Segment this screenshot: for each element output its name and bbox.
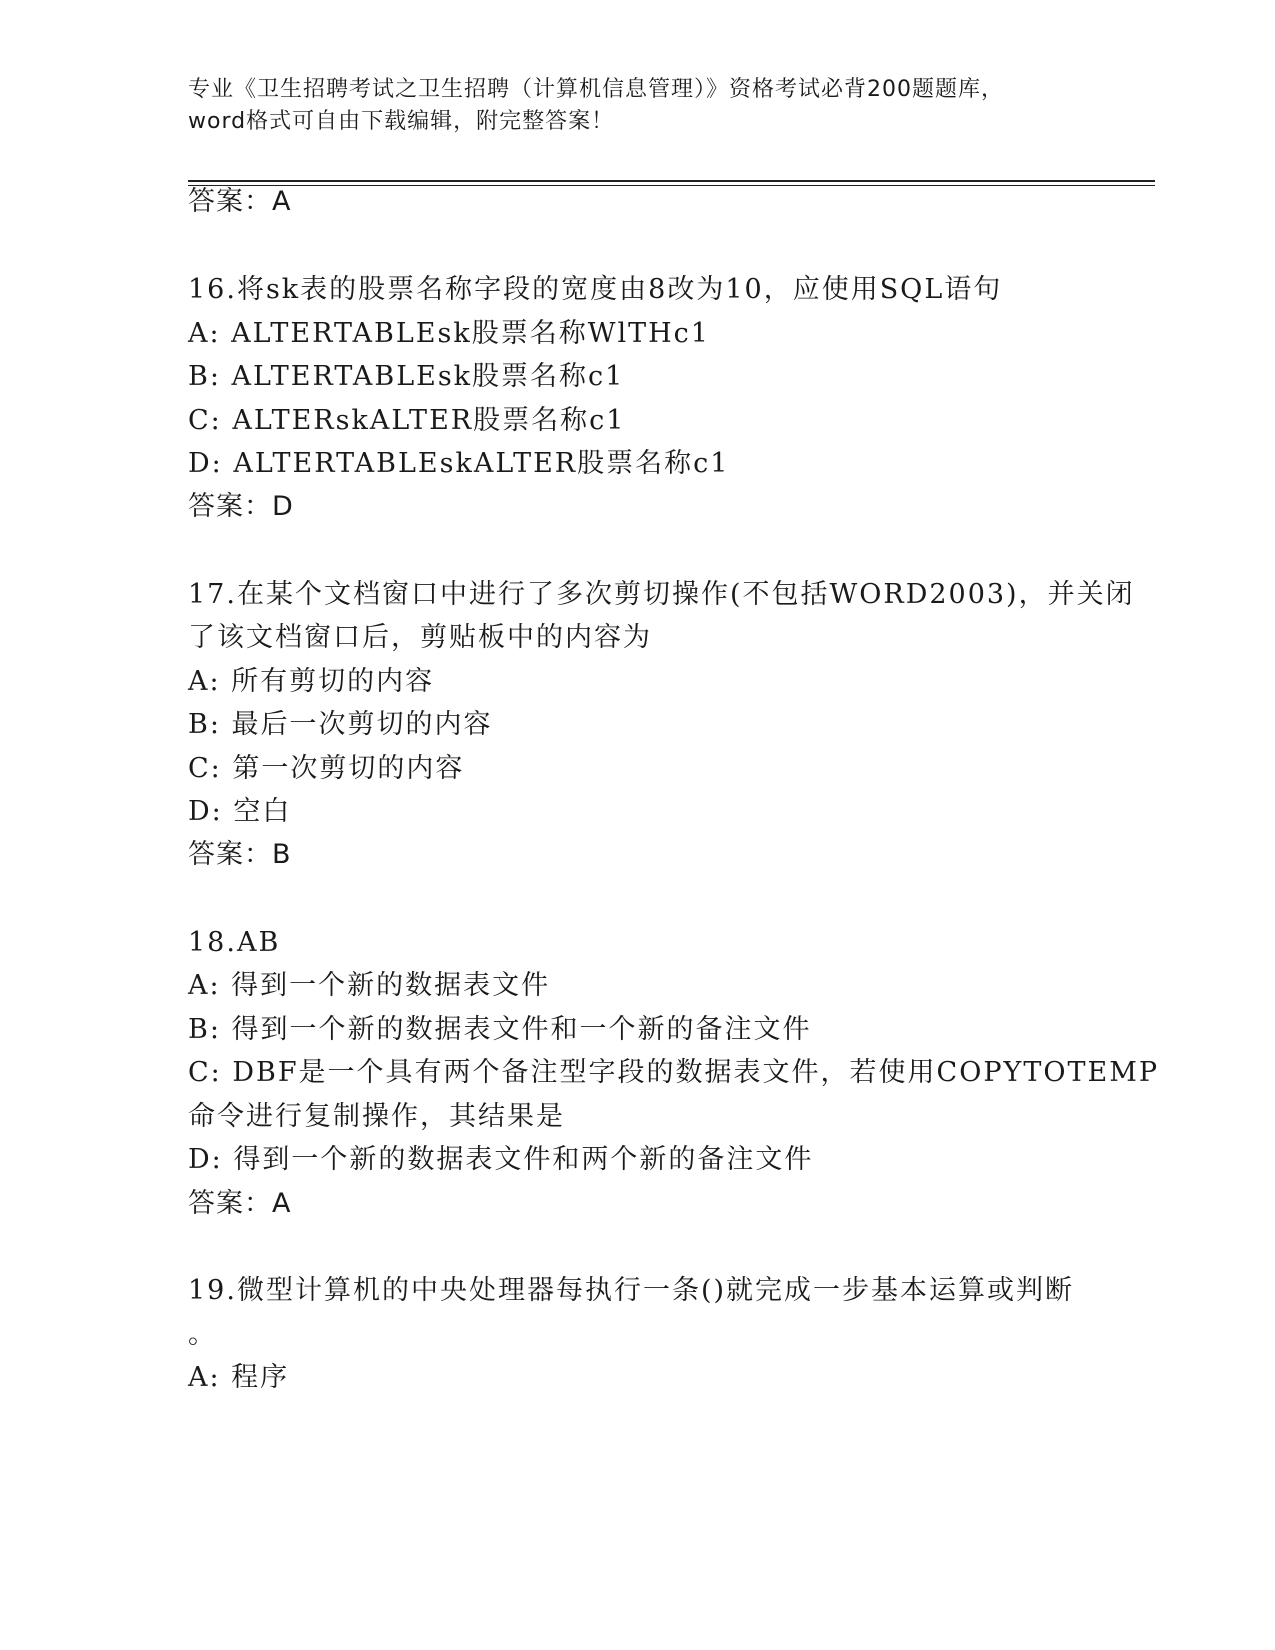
question-16-answer: 答案：D <box>188 491 294 522</box>
question-17-option-a: A: 所有剪切的内容 <box>188 666 435 697</box>
question-17-answer: 答案：B <box>188 839 292 870</box>
question-18-option-a: A: 得到一个新的数据表文件 <box>188 970 551 1001</box>
question-16-stem: 16.将sk表的股票名称字段的宽度由8改为10，应使用SQL语句 <box>188 274 1003 305</box>
question-16-option-d: D: ALTERTABLEskALTER股票名称c1 <box>188 448 730 479</box>
question-16-option-a: A: ALTERTABLEsk股票名称WlTHc1 <box>188 318 710 349</box>
document-header <box>188 74 1088 138</box>
header-line-1: 专业《卫生招聘考试之卫生招聘（计算机信息管理）》资格考试必背200题题库， <box>188 77 1004 102</box>
question-16-option-b: B: ALTERTABLEsk股票名称c1 <box>188 361 625 392</box>
header-line-2: word格式可自由下载编辑，附完整答案！ <box>188 109 615 134</box>
question-17-stem-line-2: 了该文档窗口后，剪贴板中的内容为 <box>188 622 652 653</box>
question-18-option-b: B: 得到一个新的数据表文件和一个新的备注文件 <box>188 1014 812 1045</box>
question-17-option-d: D: 空白 <box>188 796 292 827</box>
question-18-answer: 答案：A <box>188 1188 292 1219</box>
header-divider-thin <box>188 185 1155 186</box>
question-19-stem-line-1: 19.微型计算机的中央处理器每执行一条()就完成一步基本运算或判断 <box>188 1275 1075 1306</box>
question-17-stem-line-1: 17.在某个文档窗口中进行了多次剪切操作(不包括WORD2003)，并关闭 <box>188 579 1135 610</box>
question-16-option-c: C: ALTERskALTER股票名称c1 <box>188 405 626 436</box>
question-18-option-d: D: 得到一个新的数据表文件和两个新的备注文件 <box>188 1144 814 1175</box>
question-17-option-b: B: 最后一次剪切的内容 <box>188 709 493 740</box>
question-18-stem: 18.AB <box>188 927 281 958</box>
header-divider <box>188 180 1155 182</box>
question-17-option-c: C: 第一次剪切的内容 <box>188 753 465 784</box>
question-18-option-c: C: DBF是一个具有两个备注型字段的数据表文件，若使用COPYTOTEMP <box>188 1057 1160 1088</box>
answer-15: 答案：A <box>188 186 292 217</box>
question-18-option-c-continued: 命令进行复制操作，其结果是 <box>188 1101 565 1132</box>
question-19-stem-line-2: 。 <box>188 1319 217 1350</box>
question-19-option-a: A: 程序 <box>188 1362 290 1393</box>
